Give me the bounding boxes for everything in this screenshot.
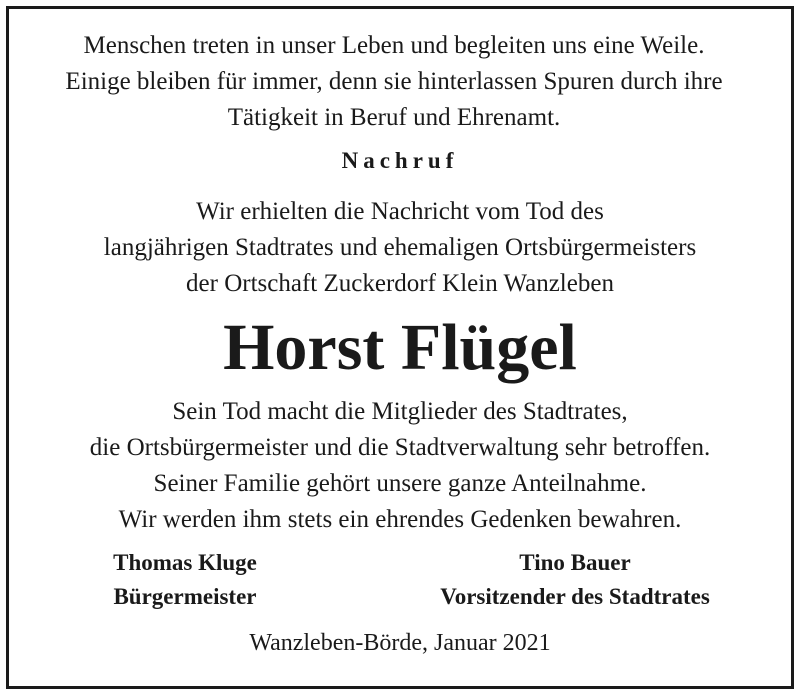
signatory-name: Thomas Kluge: [113, 550, 257, 575]
heading-nachruf: Nachruf: [341, 148, 459, 173]
notice-line-1: Wir erhielten die Nachricht vom Tod des: [196, 198, 604, 225]
signatory-council-chair: [400, 546, 750, 614]
intro-line-3: Tätigkeit in Beruf und Ehrenamt.: [227, 104, 561, 131]
intro-line-2: Einige bleiben für immer, denn sie hinterlassen Spuren durch ihre: [65, 68, 723, 95]
intro-line-1: Menschen treten in unser Leben und begleiten uns eine Weile.: [83, 32, 705, 59]
tribute-text: [0, 394, 800, 538]
deceased-name: Horst Flügel: [223, 311, 577, 384]
signatory-mayor: [70, 546, 300, 614]
tribute-line-1: Sein Tod macht die Mitglieder des Stadtrates,: [172, 398, 628, 425]
tribute-line-2: die Ortsbürgermeister und die Stadtverwaltung sehr betroffen.: [89, 434, 711, 461]
notice-line-2: langjährigen Stadtrates und ehemaligen Ortsbürgermeisters: [103, 234, 697, 261]
death-notice-text: [0, 194, 800, 302]
intro-verse: [0, 28, 788, 136]
place-and-date: Wanzleben-Börde, Januar 2021: [249, 630, 551, 656]
signatory-title: Vorsitzender des Stadtrates: [440, 584, 710, 609]
signatory-title: Bürgermeister: [113, 584, 257, 609]
tribute-line-3: Seiner Familie gehört unsere ganze Anteilnahme.: [153, 470, 647, 497]
signatory-name: Tino Bauer: [519, 550, 631, 575]
notice-line-3: der Ortschaft Zuckerdorf Klein Wanzleben: [186, 270, 614, 297]
tribute-line-4: Wir werden ihm stets ein ehrendes Gedenken bewahren.: [118, 506, 682, 533]
